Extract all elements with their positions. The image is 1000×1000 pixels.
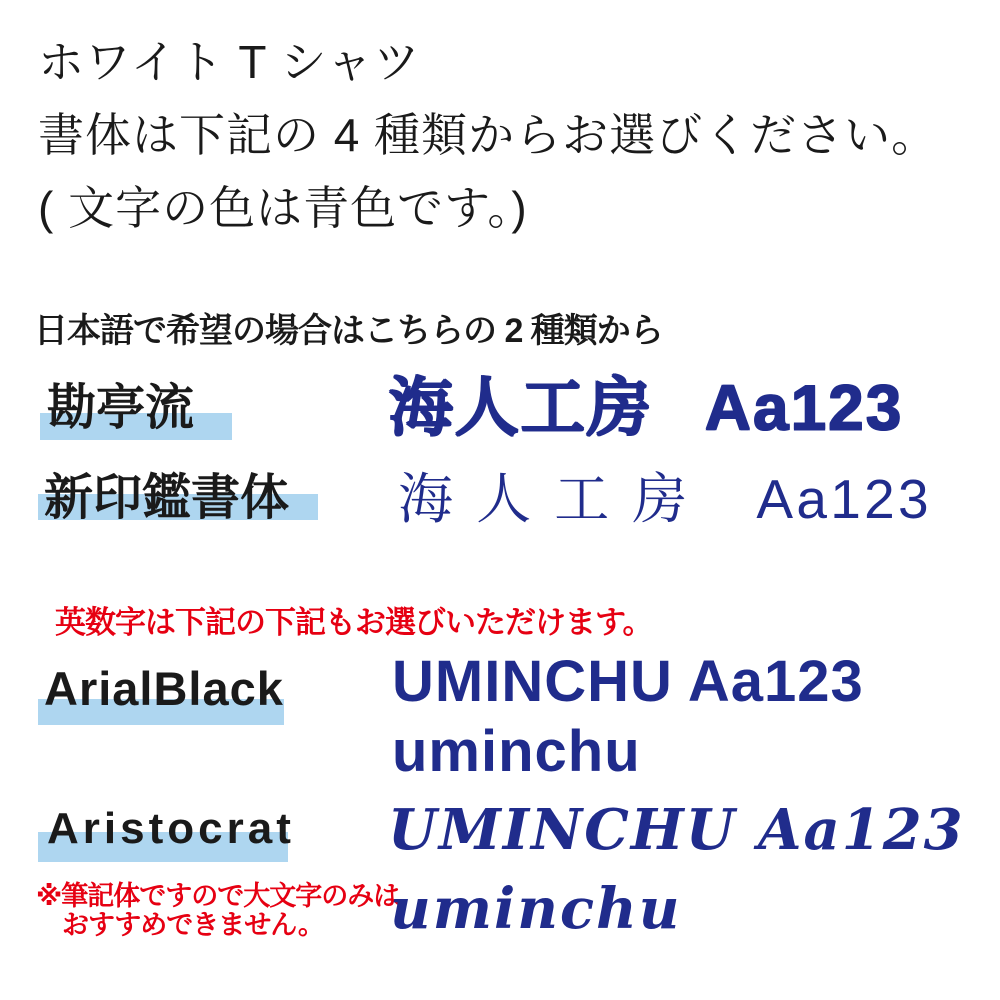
page-title: ホワイト T シャツ <box>38 36 421 88</box>
font-sample-aristocrat-line2: uminchu <box>390 876 682 942</box>
alphanumeric-section-intro: 英数字は下記の下記もお選びいただけます。 <box>55 605 653 640</box>
header-color-note: ( 文字の色は青色です。) <box>38 182 528 234</box>
japanese-section-intro: 日本語で希望の場合はこちらの 2 種類から <box>34 312 663 350</box>
font-name-arialblack: ArialBlack <box>44 662 284 715</box>
font-sample-arialblack-line1: UMINCHU Aa123 <box>392 649 864 714</box>
font-sample-kanteiryu-latin: Aa123 <box>704 371 903 443</box>
font-sample-aristocrat-line1: UMINCHU Aa123 <box>388 797 965 863</box>
font-sample-shininkan-latin: Aa123 <box>756 468 932 530</box>
font-sample-shininkan <box>398 455 932 534</box>
font-sample-arialblack-line2: uminchu <box>392 719 641 784</box>
font-name-aristocrat: Aristocrat <box>47 804 295 853</box>
font-sample-shininkan-japanese: 海人工房 <box>398 468 711 530</box>
font-name-shininkan: 新印鑑書体 <box>44 471 290 525</box>
font-sample-kanteiryu <box>388 356 903 448</box>
aristocrat-caution-line2: おすすめできません。 <box>62 910 324 940</box>
aristocrat-caution-line1: ※筆記体ですので大文字のみは <box>36 881 400 911</box>
header-instruction: 書体は下記の 4 種類からお選びください。 <box>38 109 939 161</box>
font-name-kanteiryu: 勘亭流 <box>47 381 195 435</box>
font-sample-kanteiryu-japanese: 海人工房 <box>388 371 652 443</box>
